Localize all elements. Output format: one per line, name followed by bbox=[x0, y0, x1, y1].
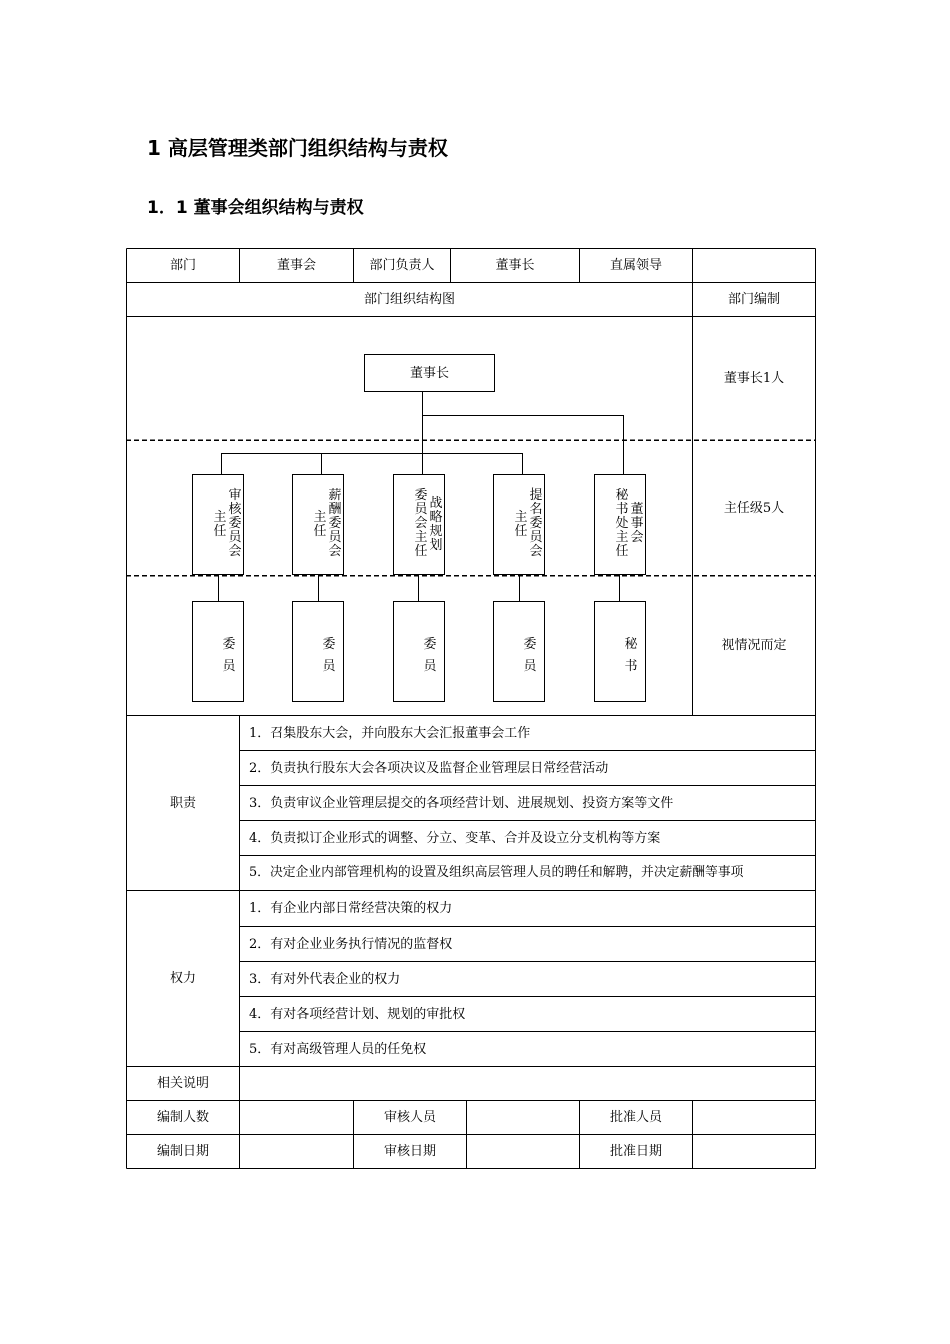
dept-value: 董事会 bbox=[276, 258, 316, 273]
powers-label: 权力 bbox=[169, 971, 196, 986]
duty-item: 3．负责审议企业管理层提交的各项经营计划、进展规划、投资方案等文件 bbox=[249, 795, 674, 811]
staffing-level-2: 主任级5人 bbox=[723, 500, 785, 516]
superior-label: 直属领导 bbox=[609, 258, 662, 273]
review-date-label: 审核日期 bbox=[383, 1144, 436, 1159]
notes-label: 相关说明 bbox=[156, 1076, 209, 1091]
power-item: 5．有对高级管理人员的任免权 bbox=[249, 1041, 427, 1057]
power-item: 2．有对企业业务执行情况的监督权 bbox=[249, 936, 453, 952]
compile-date-label: 编制日期 bbox=[156, 1144, 209, 1159]
committee-name: 董事会 bbox=[630, 502, 644, 545]
committee-role: 主任 bbox=[213, 510, 227, 539]
duty-item: 2．负责执行股东大会各项决议及监督企业管理层日常经营活动 bbox=[249, 760, 609, 776]
org-box-compensation-committee bbox=[292, 474, 344, 575]
org-box-member: 委员 bbox=[493, 601, 545, 702]
approve-date-label: 批准日期 bbox=[609, 1144, 662, 1159]
org-box-secretary: 秘书 bbox=[594, 601, 646, 702]
duty-item: 1．召集股东大会，并向股东大会汇报董事会工作 bbox=[249, 725, 531, 741]
org-box-nomination-committee bbox=[493, 474, 545, 575]
superior-value bbox=[693, 249, 815, 282]
staffing-level-1: 董事长1人 bbox=[723, 371, 785, 386]
dept-head-value: 董事长 bbox=[495, 258, 535, 273]
power-item: 4．有对各项经营计划、规划的审批权 bbox=[249, 1006, 466, 1022]
staffing-level-3: 视情况而定 bbox=[721, 638, 787, 653]
committee-role: 委员会主任 bbox=[414, 488, 428, 559]
section-heading: 1 高层管理类部门组织结构与责权 bbox=[147, 136, 448, 160]
org-box-strategy-committee bbox=[393, 474, 445, 575]
duty-item: 4．负责拟订企业形式的调整、分立、变革、合并及设立分支机构等方案 bbox=[249, 830, 661, 846]
committee-name: 战略规划 bbox=[429, 496, 443, 553]
committee-name: 审核委员会 bbox=[228, 488, 242, 559]
approver-label: 批准人员 bbox=[609, 1110, 662, 1125]
subsection-heading: 1．1 董事会组织结构与责权 bbox=[147, 198, 364, 218]
dept-head-label: 部门负责人 bbox=[369, 258, 435, 273]
duty-item: 5．决定企业内部管理机构的设置及组织高层管理人员的聘任和解聘，并决定薪酬等事项 bbox=[249, 864, 744, 880]
org-chart-title: 部门组织结构图 bbox=[363, 292, 455, 307]
committee-name: 提名委员会 bbox=[529, 488, 543, 559]
dept-label: 部门 bbox=[169, 258, 196, 273]
notes-value bbox=[240, 1067, 815, 1100]
org-box-chairman: 董事长 bbox=[364, 354, 495, 392]
org-box-board-secretary-office bbox=[594, 474, 646, 575]
committee-role: 秘书处主任 bbox=[615, 488, 629, 559]
power-item: 1．有企业内部日常经营决策的权力 bbox=[249, 901, 453, 916]
committee-role: 主任 bbox=[514, 510, 528, 539]
org-box-audit-committee bbox=[192, 474, 244, 575]
power-item: 3．有对外代表企业的权力 bbox=[249, 971, 401, 987]
org-box-member: 委员 bbox=[393, 601, 445, 702]
committee-name: 薪酬委员会 bbox=[328, 488, 342, 559]
staff-count-label: 编制人数 bbox=[156, 1110, 209, 1125]
duties-label: 职责 bbox=[169, 795, 196, 811]
org-box-member: 委员 bbox=[292, 601, 344, 702]
committee-role: 主任 bbox=[313, 510, 327, 539]
reviewer-label: 审核人员 bbox=[383, 1110, 436, 1125]
org-box-member: 委员 bbox=[192, 601, 244, 702]
staffing-title: 部门编制 bbox=[727, 292, 780, 307]
